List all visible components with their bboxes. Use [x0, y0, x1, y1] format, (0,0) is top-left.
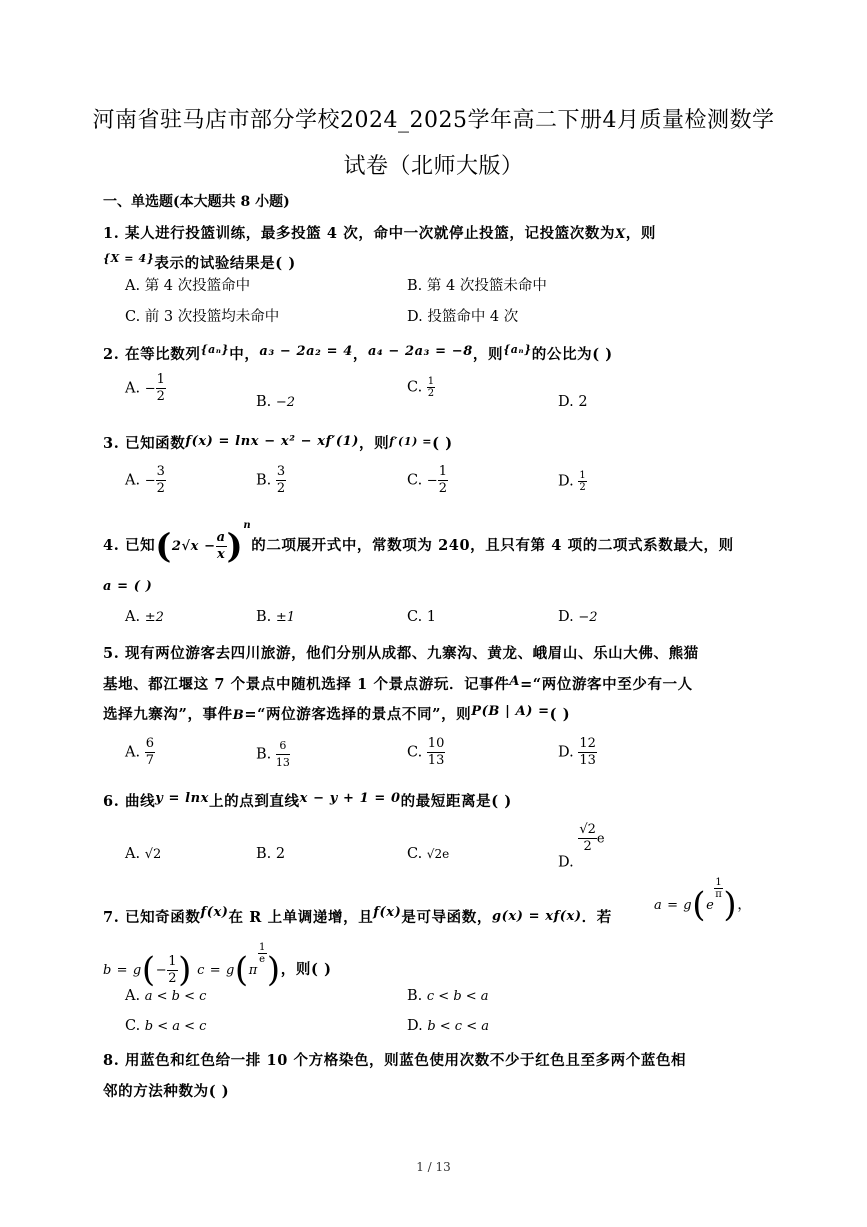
- q3-label-a: A.: [125, 472, 141, 489]
- q5-event-b: B: [232, 708, 245, 723]
- q5-d-den: 13: [579, 753, 596, 768]
- q1-stem-line2: [103, 252, 296, 273]
- q7-f: f(x): [200, 905, 229, 920]
- q1-stem-line1: [103, 222, 656, 243]
- q2-a-den: 2: [156, 389, 165, 404]
- q7-g: g(x) = xf(x): [491, 909, 582, 924]
- q5-a-den: 7: [145, 753, 154, 768]
- q8-stem-line2: 邻的方法种数为( ): [103, 1083, 230, 1100]
- q3-stem-b: ，则: [358, 435, 390, 452]
- q4-ask: a = ( ): [103, 579, 153, 594]
- q2-stem: [103, 343, 613, 364]
- q2-a-num: 1: [156, 372, 165, 387]
- q4-label-c: C.: [407, 609, 423, 625]
- q5-option-b: [256, 738, 290, 771]
- q2-seq-ref: {aₙ}: [503, 343, 532, 356]
- q7-c-exp-den: e: [259, 954, 266, 965]
- q6-d-num: √2: [579, 822, 596, 837]
- q6-d-suffix: e: [596, 831, 605, 847]
- q3-d-den: 2: [579, 482, 586, 493]
- q6-d-fraction: [578, 822, 597, 855]
- q7-option-b: [407, 988, 489, 1004]
- q6-b-value: 2: [275, 846, 286, 862]
- q3-b-fraction: [276, 464, 286, 497]
- q5-a-fraction: [145, 736, 155, 769]
- q7-stem-e: ，则( ): [280, 961, 332, 978]
- q3-stem-c: ( ): [432, 435, 453, 452]
- q2-label-d: D.: [558, 394, 574, 410]
- q6-stem-c: 的最短距离是( ): [400, 793, 512, 810]
- q7-comma: ，: [737, 897, 753, 913]
- q2-c-den: 2: [427, 388, 435, 399]
- q2-option-d: [558, 394, 588, 410]
- q5-option-d: [558, 736, 597, 769]
- doc-title-line2: 试卷（北师大版）: [343, 154, 524, 179]
- q7-b-arg-sign: −: [155, 963, 168, 978]
- q5-line3a: 选择九寨沟”，事件: [103, 706, 233, 723]
- q7-option-a: [125, 988, 206, 1004]
- q6-curve: y = lnx: [155, 791, 210, 806]
- q1-option-c: C. 前 3 次投篮均未命中: [125, 309, 280, 325]
- q4-option-a: [125, 609, 164, 625]
- q5-c-den: 13: [427, 753, 445, 768]
- q7-stem-line1: [103, 905, 612, 927]
- q3-option-d: [558, 470, 587, 493]
- q7-a-exp-den: π: [715, 889, 723, 900]
- q1-option-a: A. 第 4 次投篮命中: [125, 278, 251, 294]
- q4-expr-fraction: [216, 530, 227, 563]
- q4-expr-coef: 2√x −: [171, 539, 216, 554]
- q5-stem-line3: [103, 703, 570, 724]
- q5-stem-line1: 5. 现有两位游客去四川旅游，他们分别从成都、九寨沟、黄龙、峨眉山、乐山大佛、熊猫: [103, 645, 699, 662]
- q1-var: X: [615, 227, 626, 242]
- q2-seq: {aₙ}: [200, 343, 230, 356]
- q5-line3c: ( ): [549, 706, 571, 723]
- section-heading: 一、单选题(本大题共 8 小题): [103, 194, 290, 210]
- q3-func: f(x) = lnx − x² − xf′(1): [185, 434, 359, 449]
- q2-c-fraction: [427, 376, 435, 399]
- q5-line3b: =“两位游客选择的景点不同”，则: [244, 706, 472, 723]
- q6-stem-b: 上的点到直线: [209, 793, 300, 810]
- q6-label-b: B.: [256, 846, 272, 862]
- q3-label-d: D.: [558, 473, 574, 490]
- q5-c-num: 10: [427, 736, 445, 751]
- q7-label-a: A.: [125, 988, 141, 1004]
- q7-b-value: c < b < a: [426, 989, 489, 1004]
- q4-b-value: ±1: [275, 610, 296, 625]
- q7-option-c: [125, 1018, 206, 1034]
- q1-option-b: B. 第 4 次投篮未命中: [407, 278, 547, 294]
- q5-d-fraction: [578, 736, 597, 769]
- q7-option-d: [407, 1018, 489, 1034]
- q3-option-b: [256, 464, 286, 497]
- q5-stem-line2: [103, 673, 693, 694]
- q4-label-a: A.: [125, 609, 141, 625]
- q7-a-arg: e: [706, 898, 715, 913]
- q3-a-den: 2: [156, 481, 165, 496]
- q1-expr: {X = 4}: [103, 252, 155, 265]
- q5-option-c: [407, 736, 445, 769]
- q5-b-den: 13: [275, 756, 290, 769]
- q4-stem-line1: [103, 520, 734, 567]
- q2-eq1: a₃ − 2a₂ = 4: [259, 344, 353, 359]
- q7-b-arg-den: 2: [168, 970, 178, 986]
- q1-stem-b: ，则: [625, 225, 656, 242]
- q7-b-arg-num: 1: [168, 953, 178, 969]
- q3-c-fraction: [438, 464, 448, 497]
- q5-label-d: D.: [558, 744, 574, 761]
- q6-option-a: [125, 846, 161, 862]
- q5-line2b: =“两位游客中至少有一人: [520, 676, 693, 693]
- q6-stem: [103, 790, 512, 811]
- q1-stem-a: 1. 某人进行投篮训练，最多投篮 4 次，命中一次就停止投篮，记投篮次数为: [103, 225, 616, 242]
- q7-d-value: b < c < a: [427, 1019, 489, 1034]
- q3-a-sign: −: [144, 473, 156, 489]
- q5-label-b: B.: [256, 746, 272, 763]
- q3-option-c: [407, 464, 448, 497]
- q4-a-value: ±2: [144, 610, 164, 625]
- q2-option-a: [125, 372, 166, 405]
- q4-label-d: D.: [558, 609, 574, 625]
- q3-d-fraction: [578, 470, 586, 493]
- q7-c-exp-num: 1: [258, 942, 266, 953]
- q3-a-fraction: [156, 464, 166, 497]
- q4-expr-num: a: [216, 530, 226, 545]
- q7-a-definition: a = g(e $\frac{1}{\pi}$ )，: [654, 877, 753, 925]
- q4-d-value: −2: [578, 610, 598, 625]
- q6-label-d: D.: [558, 854, 574, 871]
- q6-d-den: 2: [583, 839, 592, 854]
- q6-line: x − y + 1 = 0: [299, 791, 401, 806]
- q5-ask: P(B | A) =: [471, 704, 550, 719]
- doc-title-line1: 河南省驻马店市部分学校2024_2025学年高二下册4月质量检测数学: [92, 108, 775, 133]
- q3-a-num: 3: [156, 464, 165, 479]
- q6-label-c: C.: [407, 846, 423, 862]
- q2-b-value: −2: [275, 395, 296, 410]
- q7-label-c: C.: [125, 1018, 141, 1034]
- q4-stem-line2: [103, 577, 152, 594]
- q6-option-c: [407, 846, 449, 862]
- q7-stem-d: ．若: [581, 909, 612, 926]
- q4-option-c: [407, 609, 436, 625]
- q7-a-def: a = g: [654, 898, 693, 913]
- q4-expression: (2√x − $\frac{a}{x}$ )$^n$: [155, 520, 252, 567]
- q2-a-sign: −: [144, 381, 156, 397]
- q7-c-exp: [258, 942, 267, 965]
- q7-c-def: c = g: [197, 963, 235, 978]
- q4-stem-a: 4. 已知: [103, 537, 156, 554]
- q3-d-num: 1: [579, 470, 586, 481]
- q7-c-arg: π: [248, 963, 258, 978]
- q8-stem-line1: 8. 用蓝色和红色给一排 10 个方格染色，则蓝色使用次数不少于红色且至多两个蓝色相: [103, 1052, 687, 1069]
- q6-option-b: [256, 846, 285, 862]
- q4-option-b: [256, 609, 295, 625]
- q2-label-a: A.: [125, 380, 141, 397]
- q3-c-den: 2: [438, 481, 447, 496]
- q3-label-b: B.: [256, 472, 272, 489]
- q3-stem: [103, 432, 453, 453]
- q3-ask: f′(1) =: [389, 435, 433, 448]
- q3-c-sign: −: [426, 473, 438, 489]
- q5-b-num: 6: [276, 738, 290, 755]
- q5-b-fraction: [276, 738, 290, 771]
- q3-stem-a: 3. 已知函数: [103, 435, 186, 452]
- q4-option-d: [558, 609, 598, 625]
- q4-label-b: B.: [256, 609, 272, 625]
- q5-d-num: 12: [579, 736, 596, 751]
- q7-a-exp-num: 1: [715, 877, 723, 888]
- q2-option-c: [407, 376, 435, 399]
- q2-c-num: 1: [427, 376, 435, 387]
- q5-option-a: [125, 736, 155, 769]
- q3-b-num: 3: [276, 464, 286, 479]
- q1-option-d: D. 投篮命中 4 次: [407, 309, 519, 325]
- q2-sep: ，: [352, 346, 368, 363]
- q3-c-num: 1: [438, 464, 447, 479]
- q6-stem-a: 6. 曲线: [103, 793, 156, 810]
- q7-stem-a: 7. 已知奇函数: [103, 909, 201, 926]
- q2-label-c: C.: [407, 379, 423, 396]
- q2-stem-d: 的公比为( ): [531, 346, 613, 363]
- q7-c-value: b < a < c: [144, 1019, 207, 1034]
- q2-stem-a: 2. 在等比数列: [103, 346, 201, 363]
- q7-label-b: B.: [407, 988, 423, 1004]
- q1-stem-c: 表示的试验结果是( ): [154, 255, 296, 272]
- q2-d-value: 2: [578, 394, 588, 410]
- q6-c-value: √2e: [426, 847, 450, 861]
- q2-option-b: [256, 394, 295, 410]
- q5-a-num: 6: [145, 736, 154, 751]
- q2-stem-c: ，则: [472, 346, 504, 363]
- q4-expr-exp: n: [243, 520, 252, 531]
- page-number: 1 / 13: [416, 1160, 451, 1174]
- q5-c-fraction: [427, 736, 446, 769]
- q7-stem-c: 是可导函数，: [401, 909, 492, 926]
- q5-line2a: 基地、都江堰这 7 个景点中随机选择 1 个景点游玩．记事件: [103, 676, 510, 693]
- q7-label-d: D.: [407, 1018, 423, 1034]
- q2-eq2: a₄ − 2a₃ = −8: [367, 344, 473, 359]
- q7-a-value: a < b < c: [144, 989, 207, 1004]
- q5-label-c: C.: [407, 744, 423, 761]
- q2-stem-b: 中，: [229, 346, 260, 363]
- q6-option-d: [558, 822, 605, 871]
- q4-expr-den: x: [216, 547, 226, 562]
- q6-a-value: √2: [144, 847, 162, 862]
- q5-label-a: A.: [125, 744, 141, 761]
- q4-c-value: 1: [426, 609, 437, 625]
- q2-a-fraction: [156, 372, 166, 405]
- q4-stem-b: 的二项展开式中，常数项为 240，且只有第 4 项的二项式系数最大，则: [251, 537, 734, 554]
- q7-stem-b: 在 R 上单调递增，且: [228, 909, 374, 926]
- q3-label-c: C.: [407, 472, 423, 489]
- q7-b-arg: [167, 954, 178, 987]
- q7-bc-definitions: b = g(− $\frac{1}{2}$ ) c = g(π $\frac{1}{e}$ )，则( ): [103, 942, 332, 990]
- q6-label-a: A.: [125, 846, 141, 862]
- q7-f-ref: f(x): [373, 905, 402, 920]
- q3-option-a: [125, 464, 166, 497]
- q3-b-den: 2: [276, 481, 286, 496]
- q5-event-a: A: [509, 674, 521, 689]
- q7-b-def: b = g: [103, 963, 142, 978]
- q2-label-b: B.: [256, 394, 272, 410]
